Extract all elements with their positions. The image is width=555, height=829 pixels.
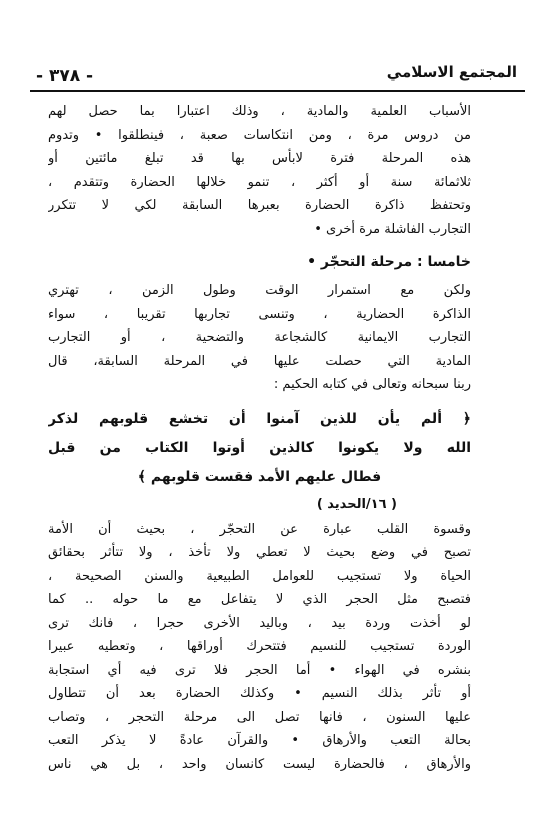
paragraph-3 [48, 518, 471, 777]
text-line: تصبح في وضع بحيث لا تعطي ولا تأخذ ، ولا تتأثر بحقائق [48, 545, 471, 560]
page-header [30, 58, 525, 92]
quote-citation: ( ١٦/الحديد ) [316, 496, 397, 512]
text-line: الذاكرة الحضارية ، وتنسى تجاربها تقريبا ، سواء [48, 306, 471, 322]
text-line: ربنا سبحانه وتعالى في كتابه الحكيم : [273, 377, 471, 392]
text-line: بنشره في الهواء • أما الحجر فلا ترى فيه أي استجابة [48, 662, 471, 678]
page-number: - ٣٧٨ - [36, 66, 94, 86]
text-line: الوردة تستجيب للنسيم فتتحرك أوراقها ، وتعطيه عبيرا [48, 639, 471, 654]
text-line: لو أخذت وردة بيد ، وباليد الأخرى حجرا ، فانك ترى [48, 615, 471, 631]
text-line: ولكن مع استمرار الوقت وطول الزمن ، تهتري [48, 283, 471, 298]
section-heading: خامسا : مرحلة التحجّر • [307, 254, 471, 270]
body-text [48, 100, 471, 776]
quote-line: ﴿ ألم يأن للذين آمنوا أن تخشع قلوبهم لذكر [48, 410, 471, 427]
text-line: هذه المرحلة فترة لابأس بها قد تبلغ مائتين أو [48, 151, 471, 166]
text-line: الحياة ولا تستجيب للعوامل الطبيعية والسنن الصحيحة ، [48, 568, 471, 584]
quran-quote [48, 405, 471, 492]
quote-line: فطال عليهم الأمد فقست قلوبهم ﴾ [137, 468, 382, 485]
text-line: والأرهاق ، فالحضارة ليست كانسان واحد ، بل هي ناس [48, 756, 471, 772]
quote-line: الله ولا يكونوا كالذين أوتوا الكتاب من قبل [48, 439, 471, 456]
spacer [48, 397, 471, 405]
text-line: أو تأثر بذلك النسيم • وكذلك الحضارة بعد أن تتطاول [48, 686, 471, 701]
header-rule [30, 90, 525, 92]
text-line: فتصبح مثل الحجر الذي لا يتفاعل مع ما حوله .. كما [48, 592, 471, 607]
running-title: المجتمع الاسلامي [386, 63, 517, 81]
text-line: عليها السنون ، فانها تصل الى مرحلة التحجر ، وتصاب [48, 709, 471, 725]
text-line: من دروس مرة ، ومن انتكاسات صعبة ، فينطلقوا • وتدوم [48, 127, 471, 143]
text-line: بحالة التعب والأرهاق • والقرآن عادةً لا يذكر التعب [48, 733, 471, 748]
text-line: المادية التي حصلت عليها في المرحلة السابقة، قال [48, 353, 471, 369]
text-line: وقسوة القلب عبارة عن التحجّر ، بحيث أن الأمة [48, 521, 471, 537]
paragraph-2 [48, 279, 471, 397]
text-line: وتحتفظ ذاكرة الحضارة بعبرها السابقة لكي لا تتكرر [48, 198, 471, 213]
text-line: التجارب الايمانية كالشجاعة والتضحية ، أو التجارب [48, 330, 471, 345]
paragraph-1 [48, 100, 471, 241]
text-line: الأسباب العلمية والمادية ، وذلك اعتبارا بما حصل لهم [48, 104, 471, 119]
text-line: التجارب الفاشلة مرة أخرى • [314, 221, 471, 237]
text-line: ثلاثمائة سنة أو أكثر ، تنمو خلالها الحضارة وتتقدم ، [48, 174, 471, 190]
